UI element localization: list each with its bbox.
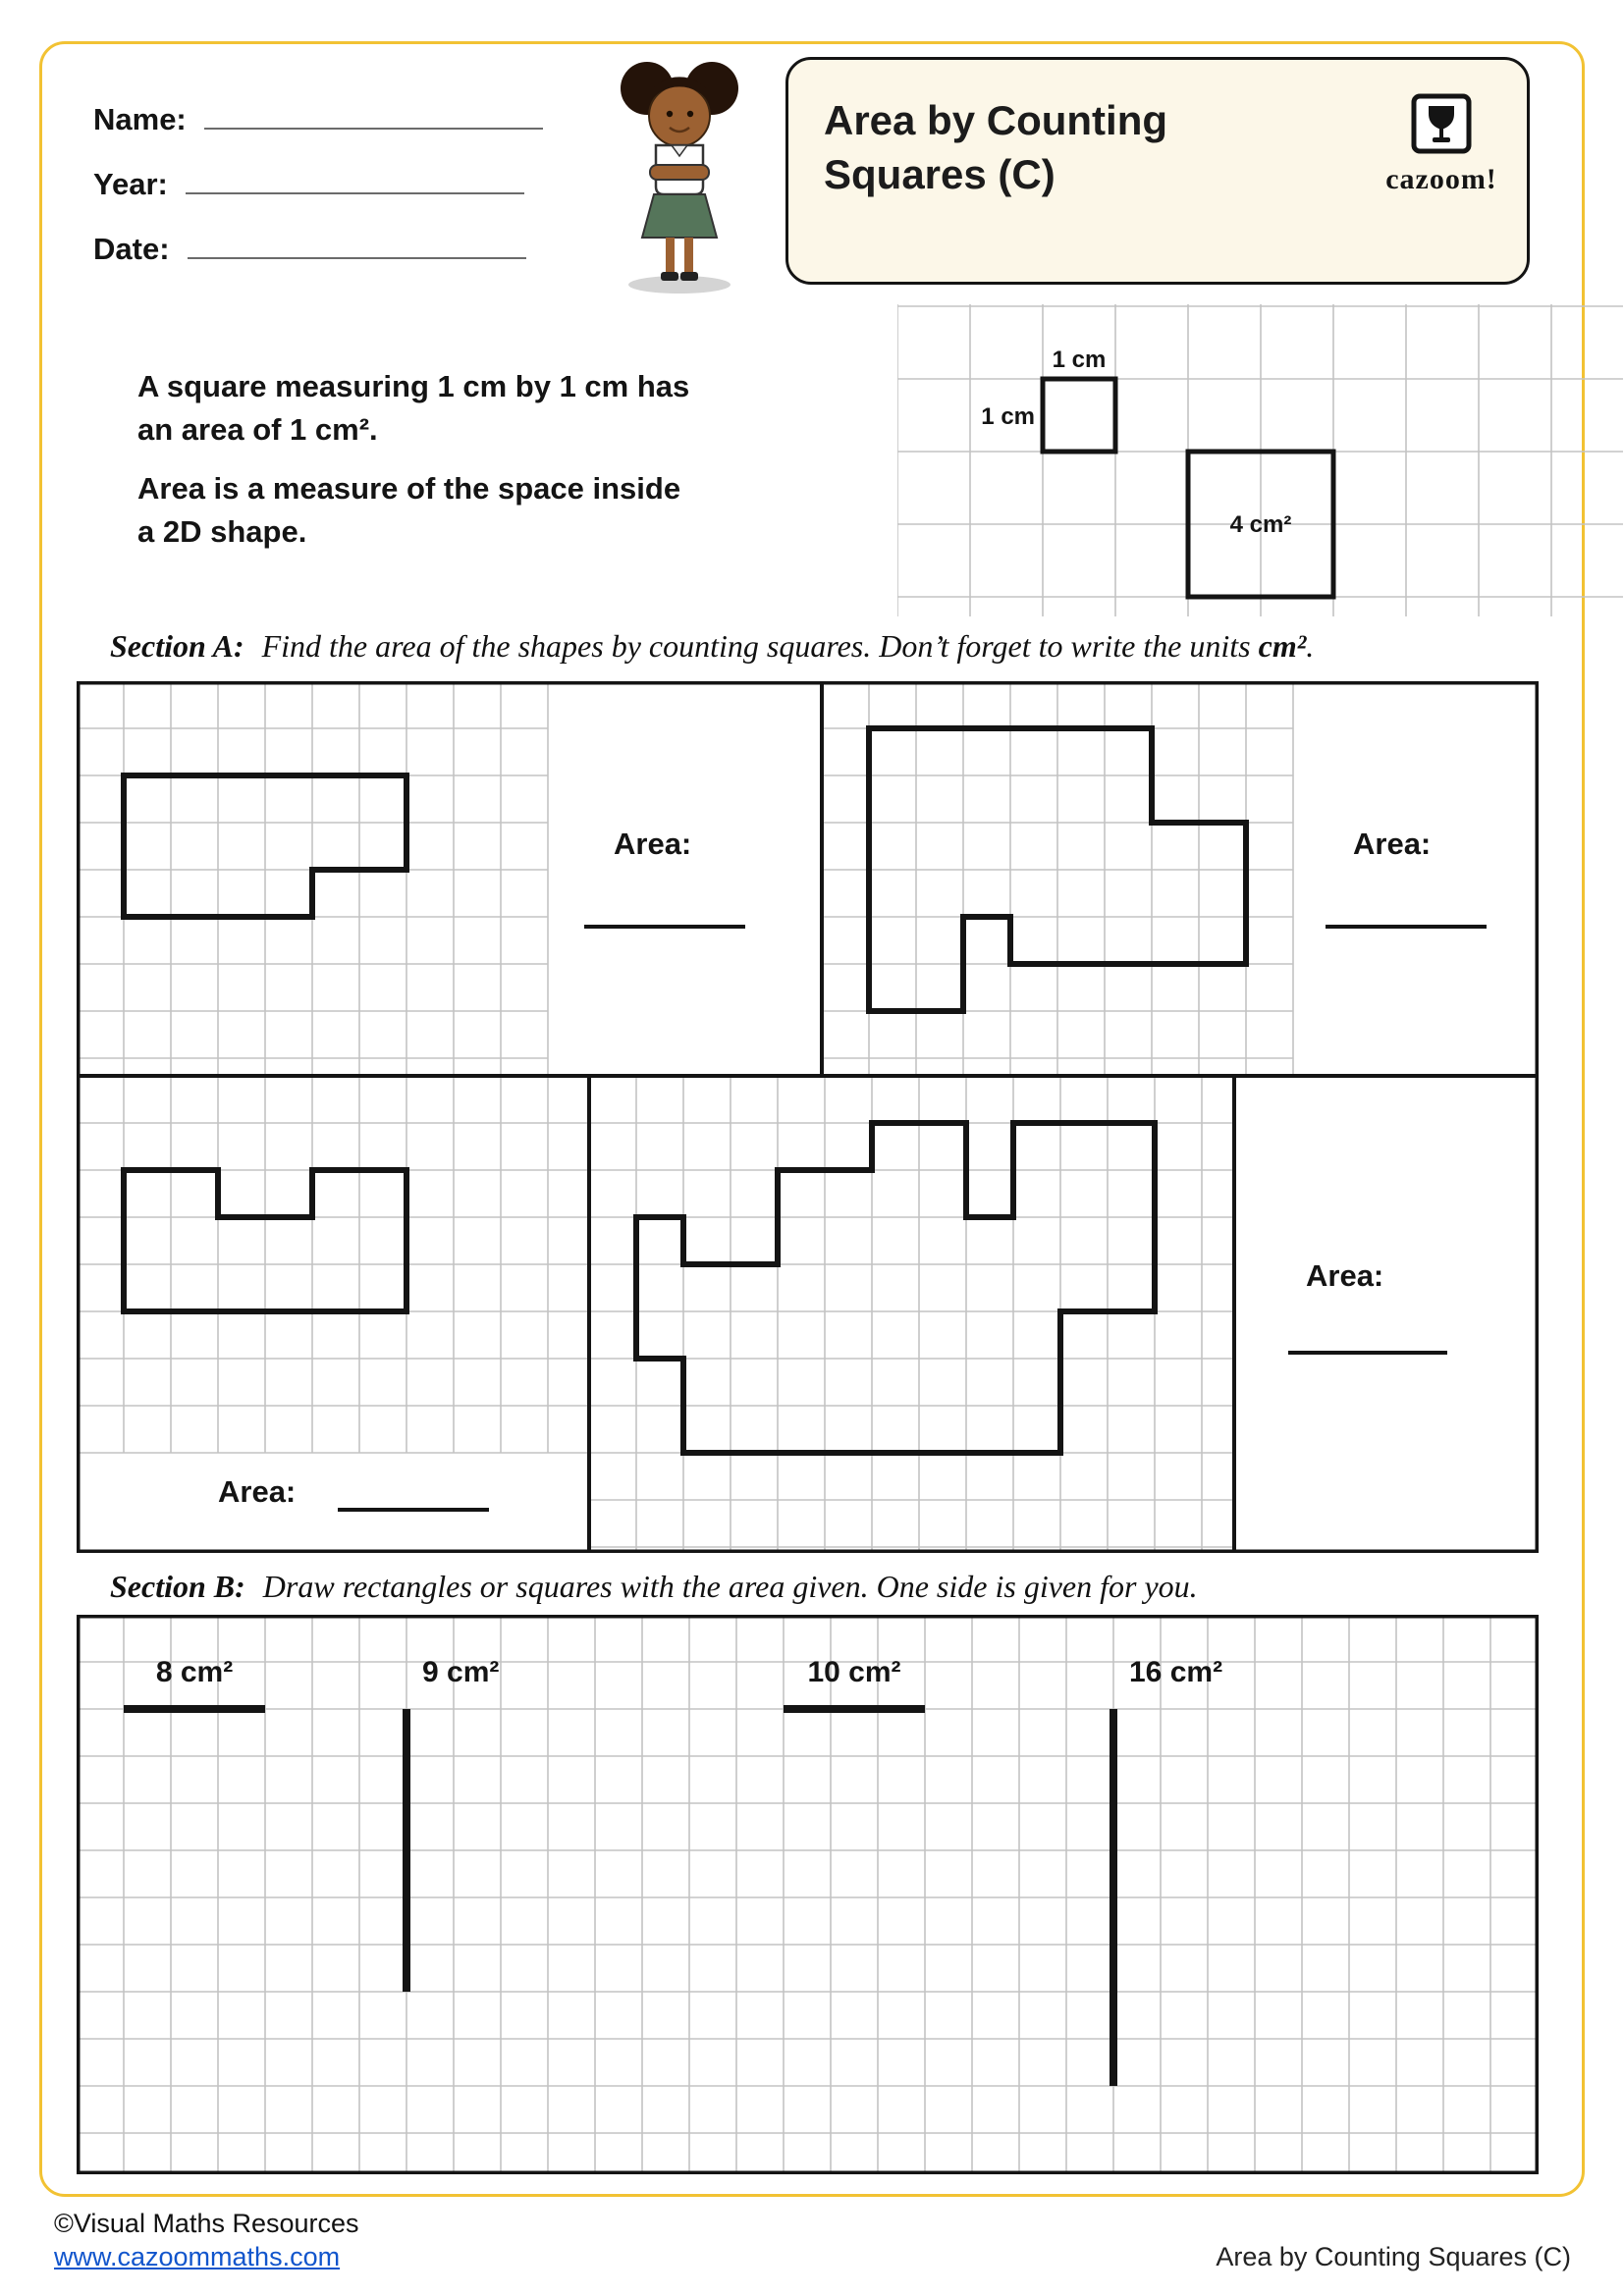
area-answer-line-3[interactable] (1288, 1351, 1447, 1355)
cazoom-logo-icon (1411, 93, 1472, 154)
sectionA-instruction: Find the area of the shapes by counting squares. Don’t forget to write the units (261, 628, 1259, 664)
sectionB-area-label: 16 cm² (1129, 1656, 1223, 1688)
sectionB-border (77, 1615, 1539, 2174)
sectionA-canvas (77, 681, 1539, 1553)
sectionB-grid-box[interactable] (77, 1615, 1539, 2174)
cazoom-logo (1378, 93, 1505, 196)
worksheet-title-box (785, 57, 1530, 285)
area-label-2: Area: (1353, 827, 1432, 861)
measure-label: 4 cm² (1229, 511, 1292, 538)
worksheet-title (824, 93, 1167, 202)
footer-link[interactable]: www.cazoommaths.com (54, 2242, 341, 2271)
footer-worksheet-name: Area by Counting Squares (C) (1216, 2242, 1571, 2271)
area-answer-line-2[interactable] (1326, 925, 1487, 929)
sectionB-area-label: 9 cm² (422, 1656, 500, 1688)
intro-p2-line2: a 2D shape. (137, 514, 307, 550)
year-field-row (93, 159, 524, 202)
sectionB-canvas[interactable] (77, 1615, 1539, 2174)
sectionB-area-label: 10 cm² (807, 1656, 901, 1688)
sectionA-heading: Section A: (110, 628, 244, 664)
sectionA-heading-row (110, 628, 1314, 665)
intro-text (137, 365, 689, 554)
sectionB-heading-row (110, 1569, 1198, 1605)
footer-copyright: ©Visual Maths Resources (54, 2209, 359, 2238)
area-label-3: Area: (1306, 1258, 1384, 1293)
date-write-line[interactable] (188, 224, 526, 259)
year-write-line[interactable] (186, 159, 524, 194)
title-line-1: Area by Counting (824, 97, 1168, 143)
example-grid (897, 304, 1624, 616)
sectionB-heading: Section B: (110, 1569, 245, 1604)
one-cm-square (1043, 379, 1115, 452)
sectionA-instruction-end: . (1306, 628, 1315, 664)
sectionA-border (77, 681, 1539, 1553)
intro-p2-line1: Area is a measure of the space inside (137, 471, 681, 507)
intro-p1-line1: A square measuring 1 cm by 1 cm has (137, 369, 690, 403)
sectionA-units: cm² (1258, 628, 1307, 664)
shape-4 (636, 1123, 1155, 1453)
date-field-row (93, 224, 526, 267)
area-answer-line-1[interactable] (584, 925, 745, 929)
measure-label: 1 cm (1052, 347, 1107, 373)
title-line-2: Squares (C) (824, 151, 1056, 198)
year-label: Year: (93, 167, 168, 201)
sectionA-grid-box (77, 681, 1539, 1553)
cazoom-logo-text: cazoom! (1385, 163, 1497, 195)
area-label-1: Area: (614, 827, 692, 861)
name-label: Name: (93, 102, 187, 136)
student-character-illustration (601, 49, 758, 296)
area-answer-line-4[interactable] (338, 1508, 489, 1512)
intro-p1-line2: an area of 1 cm². (137, 412, 378, 448)
date-label: Date: (93, 232, 170, 266)
sectionB-instruction: Draw rectangles or squares with the area given. One side is given for you. (262, 1569, 1198, 1604)
name-field-row (93, 94, 543, 137)
sectionB-area-label: 8 cm² (155, 1656, 234, 1688)
name-write-line[interactable] (204, 94, 543, 130)
area-label-4: Area: (218, 1474, 297, 1509)
measure-label: 1 cm (981, 403, 1035, 430)
